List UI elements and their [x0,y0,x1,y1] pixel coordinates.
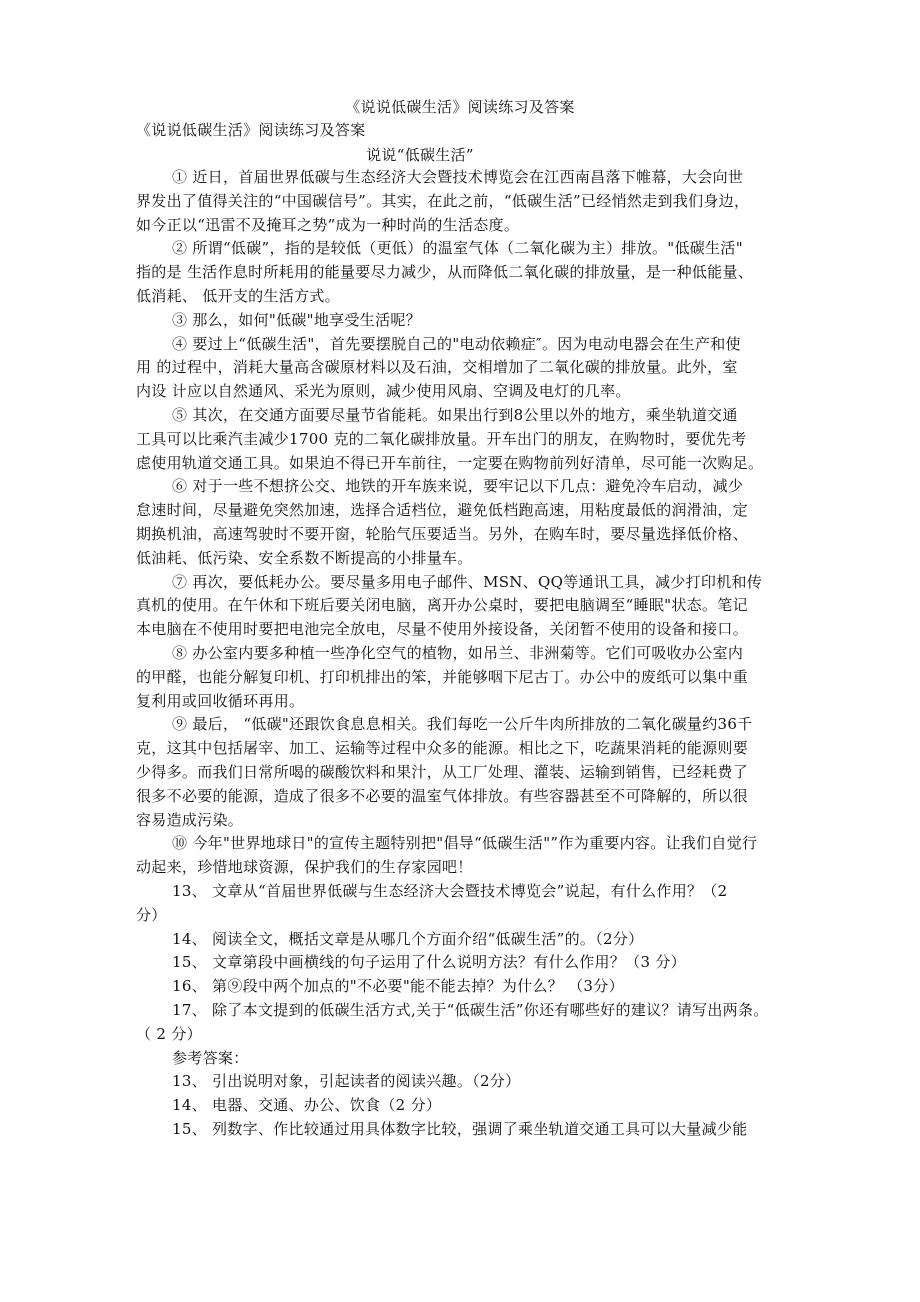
question-15-line-1: 15、 文章第段中画横线的句子运用了什么说明方法？有什么作用？（3 分） [172,953,686,971]
paragraph-8-line-1: ⑧ 办公室内要多种植一些净化空气的植物，如吊兰、非洲菊等。它们可吸收办公室内 [172,644,744,662]
question-17-line-2: （ 2 分） [136,1025,202,1043]
paragraph-7-line-3: 本电脑在不使用时要把电池完全放电，尽量不使用外接设备，关闭暂不使用的设备和接口。 [136,620,749,638]
paragraph-6-line-4: 低油耗、低污染、安全系数不断提高的小排量车。 [136,549,473,567]
document-title: 《说说低碳生活》阅读练习及答案 [345,98,575,116]
paragraph-5-line-1: ⑤ 其次，在交通方面要尽量节省能耗。如果出行到8公里以外的地方，乘坐轨道交通 [172,406,738,424]
paragraph-2-line-2: 指的是 生活作息时所耗用的能量要尽力减少，从而降低二氧化碳的排放量，是一种低能量、 [136,263,754,281]
document-subtitle: 《说说低碳生活》阅读练习及答案 [136,121,366,139]
paragraph-6-line-1: ⑥ 对于一些不想挤公交、地铁的开车族来说，要牢记以下几点：避免冷车启动，减少 [172,477,744,495]
paragraph-8-line-3: 复利用或回收循环再用。 [136,692,305,710]
paragraph-8-line-2: 的甲醛，也能分解复印机、打印机排出的笨，并能够咽下尼古丁。办公中的废纸可以集中重 [136,668,749,686]
answer-heading: 参考答案： [172,1049,249,1067]
paragraph-6-line-3: 期换机油，高速驾驶时不要开窗，轮胎气压要适当。另外，在购车时，要尽量选择低价格、 [136,525,749,543]
paragraph-3-line-1: ③ 那么，如何"低碳"地享受生活呢？ [172,311,421,329]
paragraph-9-line-4: 很多不必要的能源，造成了很多不必要的温室气体排放。有些容器甚至不可降解的，所以很 [136,787,749,805]
article-title: 说说“低碳生活” [366,146,474,164]
question-13-line-2: 分） [136,906,167,924]
paragraph-9-line-1: ⑨ 最后， “低碳"还跟饮食息息相关。我们每吃一公斤牛肉所排放的二氧化碳量约36千 [172,715,753,733]
question-16-line-1: 16、 第⑨段中两个加点的"不必要"能不能去掉？为什么？ （3分） [172,977,624,995]
question-14-line-1: 14、 阅读全文，概括文章是从哪几个方面介绍“低碳生活”的。（2分） [172,930,644,948]
paragraph-9-line-2: 克，这其中包括屠宰、加工、运输等过程中众多的能源。相比之下，吃蔬果消耗的能源则要 [136,739,749,757]
paragraph-6-line-2: 怠速时间，尽量避免突然加速，选择合适档位，避免低档跑高速，用粘度最低的润滑油，定 [136,501,749,519]
paragraph-4-line-1: ④ 要过上“低碳生活"，首先要摆脱自己的"电动依赖症″。因为电动电器会在生产和使 [172,335,741,353]
paragraph-4-line-2: 用 的过程中，消耗大量高含碳原材料以及石油，交相增加了二氧化碳的排放量。此外，室 [136,358,738,376]
paragraph-1-line-1: ① 近日，首届世界低碳与生态经济大会暨技术博览会在江西南昌落下帷幕，大会向世 [172,168,744,186]
paragraph-1-line-3: 如今正以“迅雷不及掩耳之势”成为一种时尚的生活态度。 [136,216,520,234]
paragraph-9-line-3: 少得多。而我们日常所喝的碳酸饮料和果汁，从工厂处理、灌装、运输到销售，已经耗费了 [136,763,749,781]
paragraph-10-line-1: ⑩ 今年"世界地球日"的宣传主题特别把"倡导“低碳生活"”作为重要内容。让我们自觉行 [172,834,758,852]
paragraph-5-line-3: 虑使用轨道交通工具。如果迫不得已开车前往，一定要在购物前列好清单，尽可能一次购足。 [136,454,764,472]
paragraph-2-line-1: ② 所谓“低碳”，指的是较低（更低）的温室气体（二氧化碳为主）排放。"低碳生活" [172,239,743,257]
answer-13-line-1: 13、 引出说明对象，引起读者的阅读兴趣。（2分） [172,1072,521,1090]
paragraph-5-line-2: 工具可以比乘汽圭减少1700 克的二氧化碳排放量。开车出门的朋友，在购物时，要优先考 [136,430,747,448]
paragraph-2-line-3: 低消耗、 低开支的生活方式。 [136,287,340,305]
question-13-line-1: 13、 文章从“首届世界低碳与生态经济大会暨技术博览会”说起，有什么作用？（2 [172,882,728,900]
answer-15-line-1: 15、 列数字、作比较通过用具体数字比较，强调了乘坐轨道交通工具可以大量减少能 [172,1120,748,1138]
answer-14-line-1: 14、 电器、交通、办公、饮食（2 分） [172,1096,442,1114]
paragraph-7-line-1: ⑦ 再次，要低耗办公。要尽量多用电子邮件、MSN、QQ等通讯工具，减少打印机和传 [172,573,763,591]
question-17-line-1: 17、 除了本文提到的低碳生活方式,关于“低碳生活”你还有哪些好的建议？请写出两条。 [172,1001,769,1019]
paragraph-9-line-5: 容易造成污染。 [136,811,244,829]
paragraph-10-line-2: 动起来，珍惜地球资源，保护我们的生存家园吧！ [136,858,473,876]
paragraph-4-line-3: 内设 计应以自然通风、采光为原则，减少使用风扇、空调及电灯的几率。 [136,382,631,400]
paragraph-1-line-2: 界发出了值得关注的“中国碳信号”。其实，在此之前，“低碳生活”已经悄然走到我们身边， [136,192,750,210]
paragraph-7-line-2: 真机的使用。在午休和下班后要关闭电脑，离开办公桌时，要把电脑调至“睡眠"状态。笔记 [136,596,748,614]
